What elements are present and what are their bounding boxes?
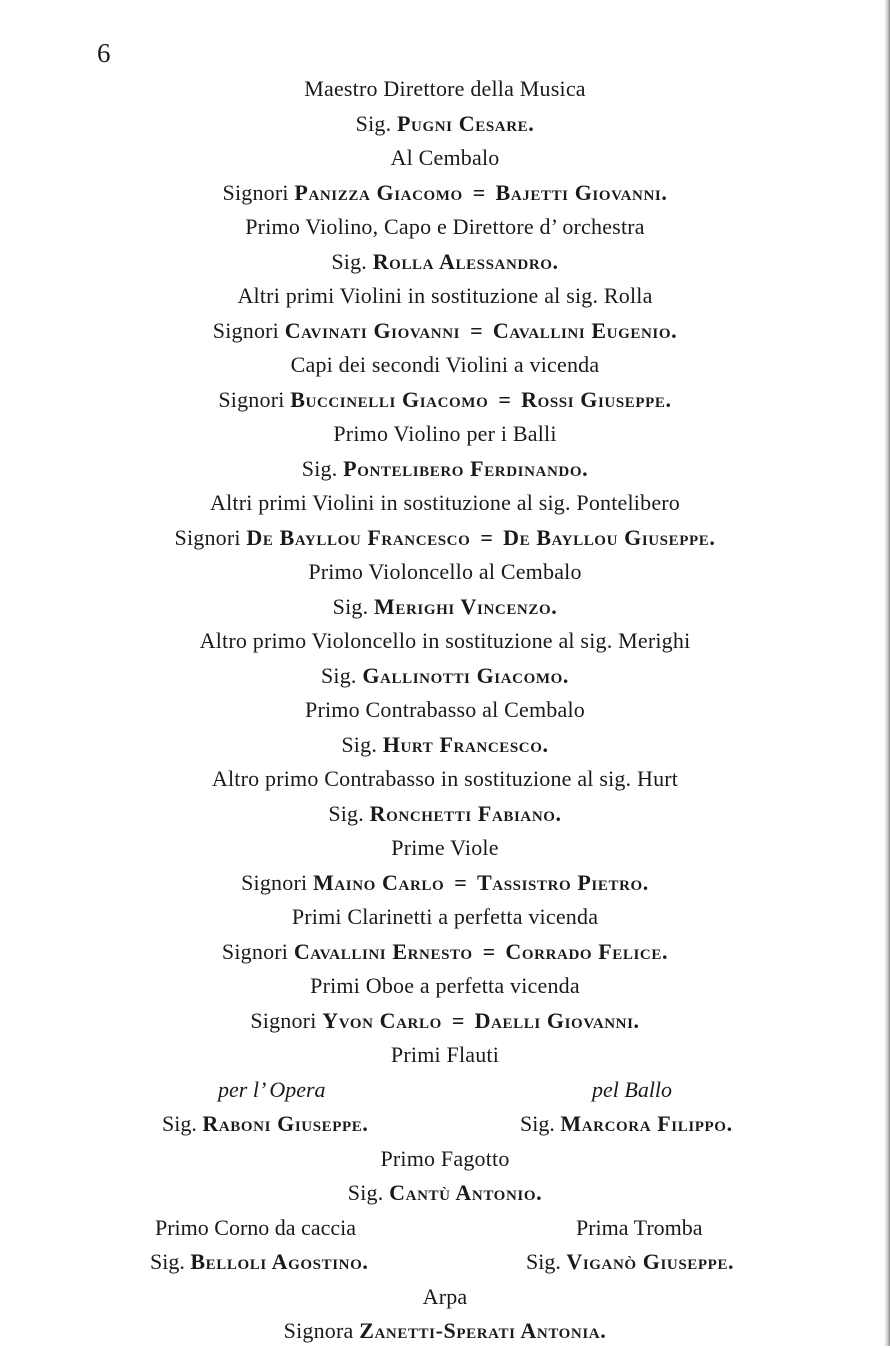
trumpet-role: Prima Tromba	[576, 1214, 703, 1240]
name-line: Signori Yvon Carlo = Daelli Giovanni.	[0, 1004, 890, 1039]
equals-separator: =	[480, 524, 494, 550]
role-line: Altri primi Violini in sostituzione al sig. Pontelibero	[209, 490, 681, 515]
name-line: Signori Buccinelli Giacomo = Rossi Giuseppe.	[0, 383, 890, 418]
flute-opera-player: Sig. Raboni Giuseppe.	[162, 1111, 369, 1136]
role-line: Arpa	[422, 1283, 468, 1309]
equals-separator: =	[482, 938, 496, 964]
page-number: 6	[97, 38, 111, 68]
name-line: Signori Maino Carlo = Tassistro Pietro.	[0, 866, 890, 901]
equals-separator: =	[498, 386, 512, 412]
name-line: Signora Zanetti-Sperati Antonia.	[283, 1318, 607, 1343]
role-line: Primo Contrabasso al Cembalo	[305, 697, 585, 722]
name-line: Sig. Gallinotti Giacomo.	[320, 662, 569, 688]
name-line: Signori Cavinati Giovanni = Cavallini Eugenio.	[0, 314, 890, 349]
role-line: Primo Violoncello al Cembalo	[308, 559, 582, 584]
role-line: Primi Oboe a perfetta vicenda	[310, 973, 580, 998]
name-line: Signori De Bayllou Francesco = De Bayllou Giuseppe.	[0, 521, 890, 556]
flute-headings	[0, 1073, 890, 1108]
role-line: Primi Flauti	[390, 1042, 500, 1067]
role-line: Prime Viole	[391, 835, 499, 860]
name-line: Sig. Merighi Vincenzo.	[332, 593, 558, 619]
horn-trumpet-roles	[0, 1211, 890, 1246]
flute-names	[0, 1107, 890, 1142]
orchestra-roster	[0, 72, 890, 1349]
role-line: Altro primo Violoncello in sostituzione al sig. Merighi	[199, 628, 691, 653]
horn-trumpet-names	[0, 1245, 890, 1280]
role-line: Primo Violino, Capo e Direttore d’ orchestra	[245, 214, 645, 239]
equals-separator: =	[454, 869, 468, 895]
role-line: Capi dei secondi Violini a vicenda	[290, 352, 600, 377]
role-line: Primo Violino per i Balli	[333, 421, 557, 446]
name-line: Signori Panizza Giacomo = Bajetti Giovanni.	[0, 176, 890, 211]
equals-separator: =	[472, 179, 486, 205]
horn-player: Sig. Belloli Agostino.	[150, 1249, 369, 1274]
equals-separator: =	[451, 1007, 465, 1033]
horn-role: Primo Corno da caccia	[155, 1214, 356, 1240]
equals-separator: =	[470, 317, 483, 343]
role-line: Altro primo Contrabasso in sostituzione al sig. Hurt	[211, 766, 679, 791]
trumpet-player: Sig. Viganò Giuseppe.	[526, 1249, 735, 1274]
flute-opera-heading: per l’ Opera	[218, 1076, 326, 1102]
role-line: Altri primi Violini in sostituzione al sig. Rolla	[237, 283, 653, 308]
role-line: Maestro Direttore della Musica	[304, 76, 586, 101]
name-line: Sig. Pontelibero Ferdinando.	[301, 455, 589, 481]
name-line: Sig. Hurt Francesco.	[341, 731, 549, 757]
name-line: Signori Cavallini Ernesto = Corrado Felice.	[0, 935, 890, 970]
name-line: Sig. Cantù Antonio.	[347, 1180, 543, 1205]
role-line: Primi Clarinetti a perfetta vicenda	[291, 904, 599, 929]
role-line: Al Cembalo	[390, 145, 500, 170]
name-line: Sig. Pugni Cesare.	[355, 110, 535, 136]
name-line: Sig. Rolla Alessandro.	[331, 248, 559, 274]
flute-ballet-heading: pel Ballo	[592, 1076, 673, 1102]
flute-ballet-player: Sig. Marcora Filippo.	[520, 1111, 733, 1136]
role-line: Primo Fagotto	[380, 1145, 510, 1171]
name-line: Sig. Ronchetti Fabiano.	[328, 800, 562, 826]
